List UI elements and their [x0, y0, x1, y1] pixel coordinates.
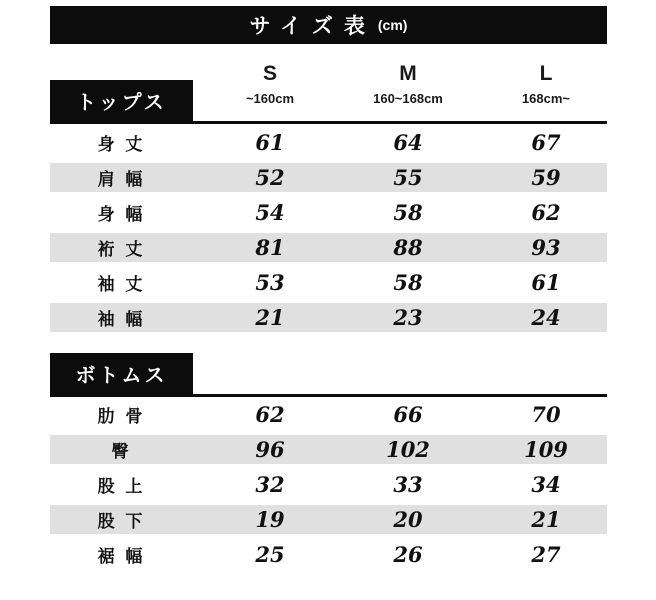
- measure-label: 身 幅: [97, 205, 146, 224]
- value-s: 62: [255, 402, 285, 427]
- tops-header-rule: [50, 121, 607, 124]
- tops-section-badge: トップス: [50, 80, 193, 121]
- size-label-s: S: [262, 62, 277, 85]
- value-m: 66: [393, 402, 423, 427]
- size-chart-unit: (cm): [377, 17, 408, 33]
- table-row: [50, 502, 607, 537]
- value-l: 61: [531, 270, 561, 295]
- measure-label: 袖 丈: [97, 275, 146, 294]
- value-m: 26: [393, 542, 423, 567]
- measure-label: 裾 幅: [97, 547, 146, 566]
- value-l: 62: [531, 200, 561, 225]
- height-range-m: 160~168cm: [373, 91, 443, 106]
- size-label-l: L: [539, 62, 553, 85]
- value-s: 21: [255, 305, 285, 330]
- value-s: 81: [255, 235, 285, 260]
- measure-label: 臀: [111, 442, 132, 461]
- value-l: 93: [531, 235, 561, 260]
- value-m: 88: [393, 235, 423, 260]
- value-s: 96: [255, 437, 285, 462]
- value-l: 109: [524, 437, 568, 462]
- value-m: 102: [386, 437, 430, 462]
- value-m: 33: [393, 472, 423, 497]
- value-l: 59: [531, 165, 561, 190]
- table-row: [50, 467, 607, 502]
- table-row: [50, 300, 607, 335]
- value-s: 19: [255, 507, 285, 532]
- column-header-m: [331, 63, 469, 106]
- measure-label: 身 丈: [97, 135, 146, 154]
- value-s: 54: [255, 200, 285, 225]
- table-row: [50, 195, 607, 230]
- value-s: 32: [255, 472, 285, 497]
- value-m: 58: [393, 270, 423, 295]
- size-label-m: M: [399, 62, 417, 85]
- value-m: 64: [393, 130, 423, 155]
- value-m: 55: [393, 165, 423, 190]
- value-s: 53: [255, 270, 285, 295]
- value-s: 61: [255, 130, 285, 155]
- value-l: 34: [531, 472, 561, 497]
- bottoms-section-badge: ボトムス: [50, 353, 193, 394]
- value-s: 52: [255, 165, 285, 190]
- table-row: [50, 160, 607, 195]
- measure-label: 裄 丈: [97, 240, 146, 259]
- value-s: 25: [255, 542, 285, 567]
- value-l: 21: [531, 507, 561, 532]
- value-m: 20: [393, 507, 423, 532]
- value-l: 67: [531, 130, 561, 155]
- measure-label: 肩 幅: [97, 170, 146, 189]
- size-chart-title-bar: [50, 6, 607, 44]
- table-row: [50, 397, 607, 432]
- measure-label: 肋 骨: [97, 407, 146, 426]
- tops-table: [50, 125, 607, 335]
- value-l: 27: [531, 542, 561, 567]
- table-row: [50, 537, 607, 572]
- height-range-s: ~160cm: [245, 91, 295, 106]
- column-header-l: [469, 63, 607, 106]
- table-row: [50, 432, 607, 467]
- measure-label: 股 上: [97, 477, 146, 496]
- size-chart-title: サイズ表: [249, 15, 376, 38]
- measure-label: 股 下: [97, 512, 146, 531]
- value-l: 70: [531, 402, 561, 427]
- table-row: [50, 265, 607, 300]
- height-range-l: 168cm~: [521, 91, 571, 106]
- value-l: 24: [531, 305, 561, 330]
- column-header-s: [193, 63, 331, 106]
- measure-label: 袖 幅: [97, 310, 146, 329]
- table-row: [50, 125, 607, 160]
- table-row: [50, 230, 607, 265]
- value-m: 58: [393, 200, 423, 225]
- bottoms-table: [50, 397, 607, 572]
- value-m: 23: [393, 305, 423, 330]
